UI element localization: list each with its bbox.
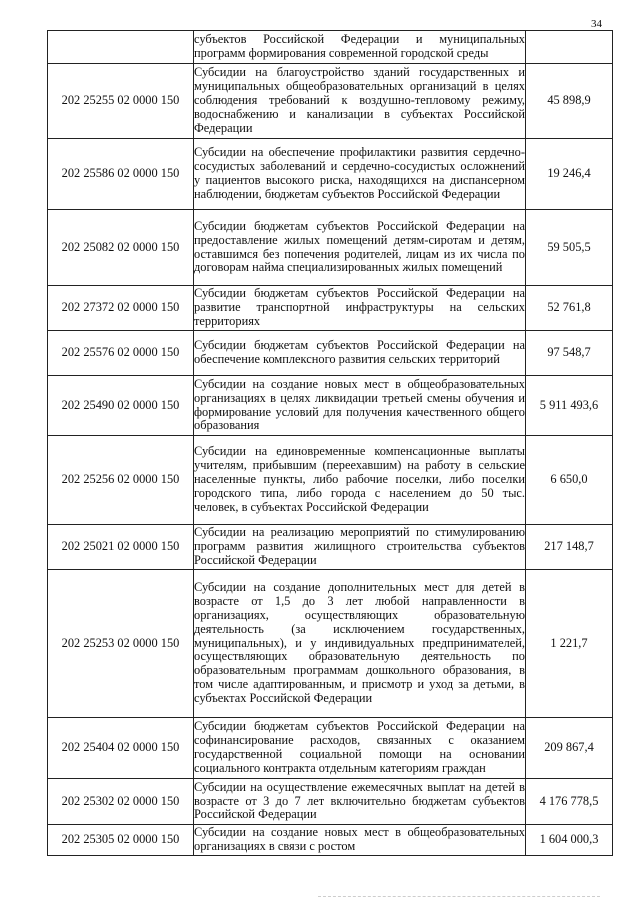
- table-row: [48, 210, 613, 286]
- description-cell: Субсидии на реализацию мероприятий по стимулированию программ развития жилищного строительства субъектов Российской Федерации: [194, 525, 526, 570]
- amount-cell: 5 911 493,6: [526, 376, 613, 436]
- description-cell: Субсидии на создание новых мест в общеобразовательных организациях в связи с ростом: [194, 825, 526, 856]
- description-cell: Субсидии на единовременные компенсационные выплаты учителям, прибывшим (переехавшим) на работу в сельские населенные пункты, либо рабочие поселки, либо поселки городского типа, либо города с населением до 50 тыс. человек, в субъектах Российской Федерации: [194, 436, 526, 525]
- amount-cell: 209 867,4: [526, 718, 613, 779]
- budget-code-cell: 202 25490 02 0000 150: [48, 376, 194, 436]
- budget-code-cell: 202 27372 02 0000 150: [48, 286, 194, 331]
- table-row: [48, 31, 613, 64]
- table-row: [48, 331, 613, 376]
- amount-cell: 19 246,4: [526, 139, 613, 210]
- amount-cell: 1 221,7: [526, 570, 613, 718]
- description-cell: Субсидии бюджетам субъектов Российской Федерации на софинансирование расходов, связанных с оказанием государственной социальной помощи на основании социального контракта отдельным категориям граждан: [194, 718, 526, 779]
- table-row: [48, 139, 613, 210]
- budget-code-cell: 202 25253 02 0000 150: [48, 570, 194, 718]
- table-row: [48, 286, 613, 331]
- budget-code-cell: 202 25082 02 0000 150: [48, 210, 194, 286]
- amount-cell: 97 548,7: [526, 331, 613, 376]
- table-row: [48, 64, 613, 139]
- amount-cell: 6 650,0: [526, 436, 613, 525]
- description-cell: Субсидии на создание дополнительных мест для детей в возрасте от 1,5 до 3 лет любой направленности в организациях, осуществляющих образовательную деятельность (за исключением государственных, муниципальных), и у индивидуальных предпринимателей, осуществляющих образовательную деятельность по образовательным программам дошкольного образования, в том числе адаптированным, и присмотр и уход за детьми, в субъектах Российской Федерации: [194, 570, 526, 718]
- description-cell: субъектов Российской Федерации и муниципальных программ формирования современной городской среды: [194, 31, 526, 64]
- amount-cell: [526, 31, 613, 64]
- table-row: [48, 436, 613, 525]
- amount-cell: 45 898,9: [526, 64, 613, 139]
- amount-cell: 1 604 000,3: [526, 825, 613, 856]
- description-cell: Субсидии бюджетам субъектов Российской Федерации на предоставление жилых помещений детям-сиротам и детям, оставшимся без попечения родителей, лицам из их числа по договорам найма специализированных жилых помещений: [194, 210, 526, 286]
- budget-code-cell: 202 25586 02 0000 150: [48, 139, 194, 210]
- amount-cell: 59 505,5: [526, 210, 613, 286]
- budget-code-cell: 202 25255 02 0000 150: [48, 64, 194, 139]
- table-row: [48, 376, 613, 436]
- amount-cell: 4 176 778,5: [526, 779, 613, 825]
- table-row: [48, 718, 613, 779]
- budget-code-cell: 202 25256 02 0000 150: [48, 436, 194, 525]
- description-cell: Субсидии на благоустройство зданий государственных и муниципальных общеобразовательных организаций в целях соблюдения требований к воздушно-тепловому режиму, водоснабжению и канализации в субъектах Российской Федерации: [194, 64, 526, 139]
- table-row: [48, 525, 613, 570]
- budget-code-cell: 202 25302 02 0000 150: [48, 779, 194, 825]
- budget-code-cell: 202 25404 02 0000 150: [48, 718, 194, 779]
- description-cell: Субсидии бюджетам субъектов Российской Федерации на развитие транспортной инфраструктуры на сельских территориях: [194, 286, 526, 331]
- description-cell: Субсидии бюджетам субъектов Российской Федерации на обеспечение комплексного развития сельских территорий: [194, 331, 526, 376]
- budget-table: [47, 30, 613, 856]
- table-row: [48, 825, 613, 856]
- amount-cell: 52 761,8: [526, 286, 613, 331]
- amount-cell: 217 148,7: [526, 525, 613, 570]
- description-cell: Субсидии на создание новых мест в общеобразовательных организациях в целях ликвидации третьей смены обучения и формирование условий для получения качественного общего образования: [194, 376, 526, 436]
- scan-artifact: [318, 896, 600, 901]
- table-row: [48, 779, 613, 825]
- description-cell: Субсидии на обеспечение профилактики развития сердечно-сосудистых заболеваний и сердечно-сосудистых осложнений у пациентов высокого риска, находящихся на диспансерном наблюдении, бюджетам субъектов Российской Федерации: [194, 139, 526, 210]
- budget-code-cell: 202 25576 02 0000 150: [48, 331, 194, 376]
- budget-code-cell: 202 25021 02 0000 150: [48, 525, 194, 570]
- description-cell: Субсидии на осуществление ежемесячных выплат на детей в возрасте от 3 до 7 лет включительно бюджетам субъектов Российской Федерации: [194, 779, 526, 825]
- budget-code-cell: 202 25305 02 0000 150: [48, 825, 194, 856]
- budget-code-cell: [48, 31, 194, 64]
- table-row: [48, 570, 613, 718]
- table-body: [48, 31, 613, 856]
- page-number: 34: [591, 18, 602, 30]
